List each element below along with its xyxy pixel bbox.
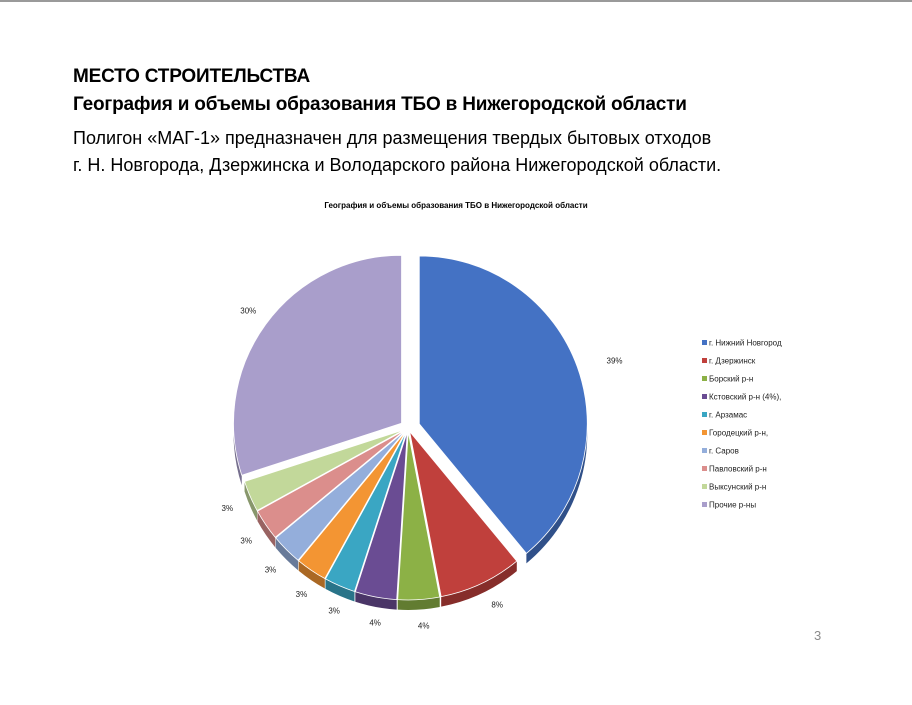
pie-slice-label: 4%: [417, 621, 430, 631]
legend: [702, 339, 782, 510]
legend-swatch: [702, 412, 707, 417]
legend-swatch: [702, 430, 707, 435]
legend-label: г. Дзержинск: [709, 356, 756, 366]
legend-label: Городецкий р-н,: [709, 428, 769, 438]
intro-text-line-2: г. Н. Новгорода, Дзержинска и Володарского района Нижегородской области.: [73, 155, 722, 175]
pie-slice-label: 3%: [328, 606, 340, 616]
pie-slice-label: 3%: [221, 503, 234, 513]
legend-swatch: [702, 340, 707, 345]
legend-label: Выксунский р-н: [709, 482, 767, 492]
page-number: 3: [814, 628, 822, 643]
legend-swatch: [702, 358, 707, 363]
legend-label: Борский р-н: [709, 374, 754, 384]
pie-slice-label: 3%: [295, 589, 308, 599]
legend-label: Кстовский р-н (4%),: [709, 392, 782, 402]
legend-swatch: [702, 484, 707, 489]
intro-text-line-1: Полигон «МАГ-1» предназначен для размещения твердых бытовых отходов: [73, 128, 712, 148]
legend-label: г. Нижний Новгород: [709, 338, 782, 348]
legend-swatch: [702, 376, 707, 381]
slide-heading: МЕСТО СТРОИТЕЛЬСТВА: [73, 66, 310, 87]
legend-swatch: [702, 394, 707, 399]
pie-slices: [234, 255, 588, 610]
pie-slice-label: 39%: [606, 356, 623, 366]
pie-slice-label: 3%: [240, 536, 252, 546]
legend-swatch: [702, 502, 707, 507]
chart-title: География и объемы образования ТБО в Нижегородской области: [324, 201, 588, 210]
legend-swatch: [702, 448, 707, 453]
legend-label: г. Арзамас: [709, 410, 748, 420]
legend-label: Прочие р-ны: [709, 500, 757, 510]
legend-label: Павловский р-н: [709, 464, 767, 474]
pie-slice-label: 4%: [369, 618, 381, 628]
legend-label: г. Саров: [709, 446, 739, 456]
legend-swatch: [702, 466, 707, 471]
pie-slice-label: 8%: [491, 600, 503, 610]
pie-slice-label: 30%: [240, 306, 257, 316]
slide-subheading: География и объемы образования ТБО в Нижегородской области: [73, 94, 687, 115]
pie-slice-label: 3%: [264, 565, 277, 575]
